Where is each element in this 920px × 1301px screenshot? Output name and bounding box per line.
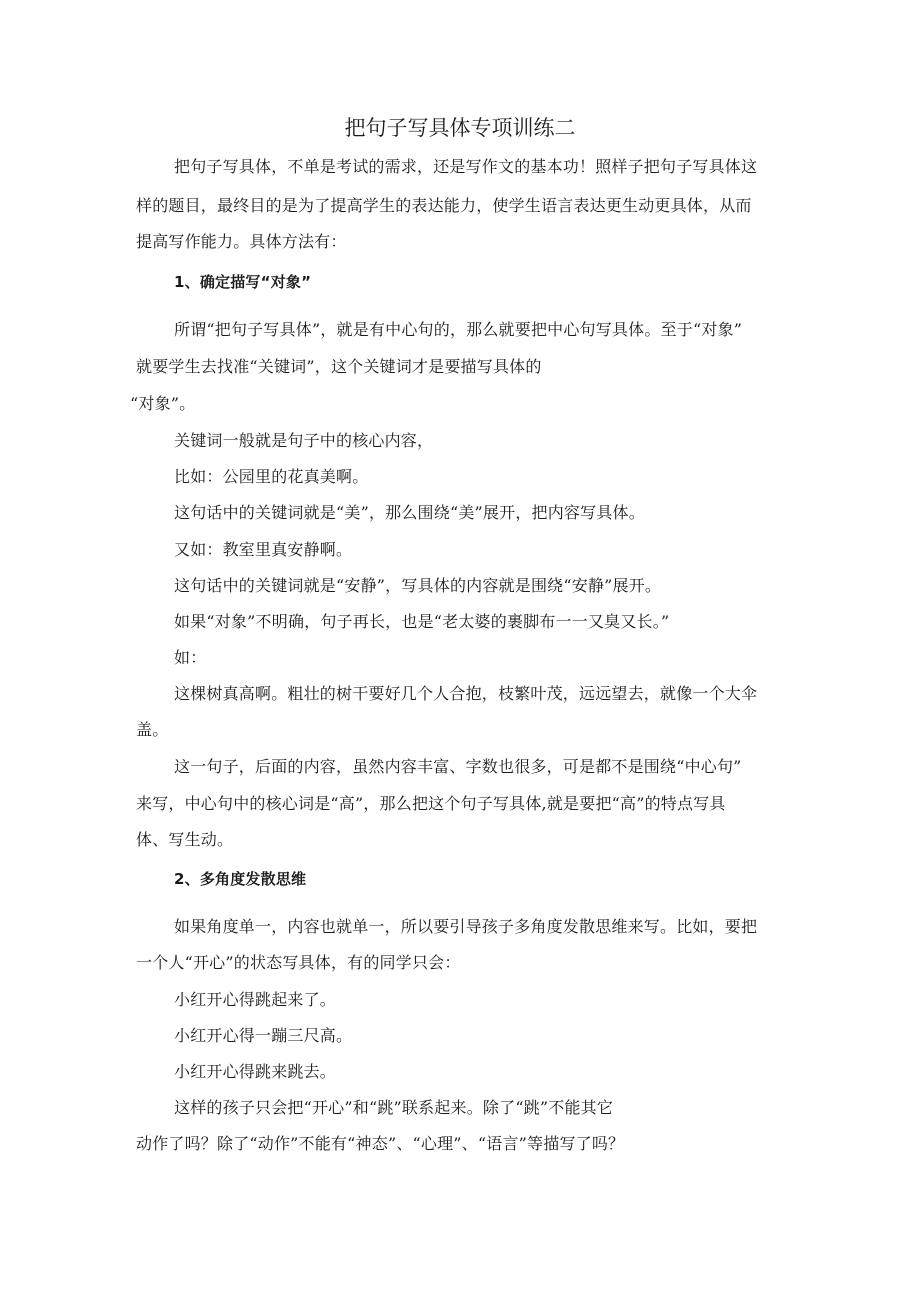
paragraph-line: 这句话中的关键词就是“美”，那么围绕“美”展开，把内容写具体。: [174, 503, 645, 522]
paragraph-line: 这一句子，后面的内容，虽然内容丰富、字数也很多，可是都不是围绕“中心句”: [174, 757, 742, 776]
paragraph-line: 比如：公园里的花真美啊。: [174, 467, 369, 486]
section-heading: 1、确定描写“对象”: [174, 273, 312, 291]
paragraph-line: 把句子写具体，不单是考试的需求，还是写作文的基本功！照样子把句子写具体这: [174, 157, 758, 176]
paragraph-line: “对象”。: [130, 394, 196, 413]
paragraph-line: 样的题目，最终目的是为了提高学生的表达能力，使学生语言表达更生动更具体，从而: [136, 196, 752, 215]
paragraph-line: 提高写作能力。具体方法有：: [136, 232, 347, 251]
paragraph-line: 就要学生去找准“关键词”，这个关键词才是要描写具体的: [136, 357, 542, 376]
paragraph-line: 盖。: [136, 720, 169, 739]
paragraph-line: 又如：教室里真安静啊。: [174, 540, 353, 559]
paragraph-line: 小红开心得跳来跳去。: [174, 1062, 337, 1081]
paragraph-line: 这句话中的关键词就是“安静”，写具体的内容就是围绕“安静”展开。: [174, 576, 662, 595]
paragraph-line: 这棵树真高啊。粗壮的树干要好几个人合抱，枝繁叶茂，远远望去，就像一个大伞: [174, 684, 758, 703]
paragraph-line: 如：: [174, 648, 207, 667]
paragraph-line: 小红开心得跳起来了。: [174, 990, 337, 1009]
paragraph-line: 一个人“开心”的状态写具体，有的同学只会：: [136, 953, 461, 972]
section-heading: 2、多角度发散思维: [174, 870, 307, 888]
paragraph-line: 关键词一般就是句子中的核心内容，: [174, 431, 434, 450]
paragraph-line: 如果“对象”不明确，句子再长，也是“老太婆的裹脚布一一又臭又长。”: [174, 612, 670, 631]
paragraph-line: 来写，中心句中的核心词是“高”，那么把这个句子写具体,就是要把“高”的特点写具: [136, 794, 726, 813]
document-title: 把句子写具体专项训练二: [344, 116, 576, 140]
paragraph-line: 小红开心得一蹦三尺高。: [174, 1026, 353, 1045]
paragraph-line: 如果角度单一，内容也就单一，所以要引导孩子多角度发散思维来写。比如，要把: [174, 917, 758, 936]
paragraph-line: 所谓“把句子写具体”，就是有中心句的，那么就要把中心句写具体。至于“对象”: [174, 320, 743, 339]
paragraph-line: 这样的孩子只会把“开心”和“跳”联系起来。除了“跳”不能其它: [174, 1098, 614, 1117]
paragraph-line: 体、写生动。: [136, 830, 234, 849]
paragraph-line: 动作了吗？除了“动作”不能有“神态”、“心理”、“语言”等描写了吗？: [136, 1134, 625, 1153]
